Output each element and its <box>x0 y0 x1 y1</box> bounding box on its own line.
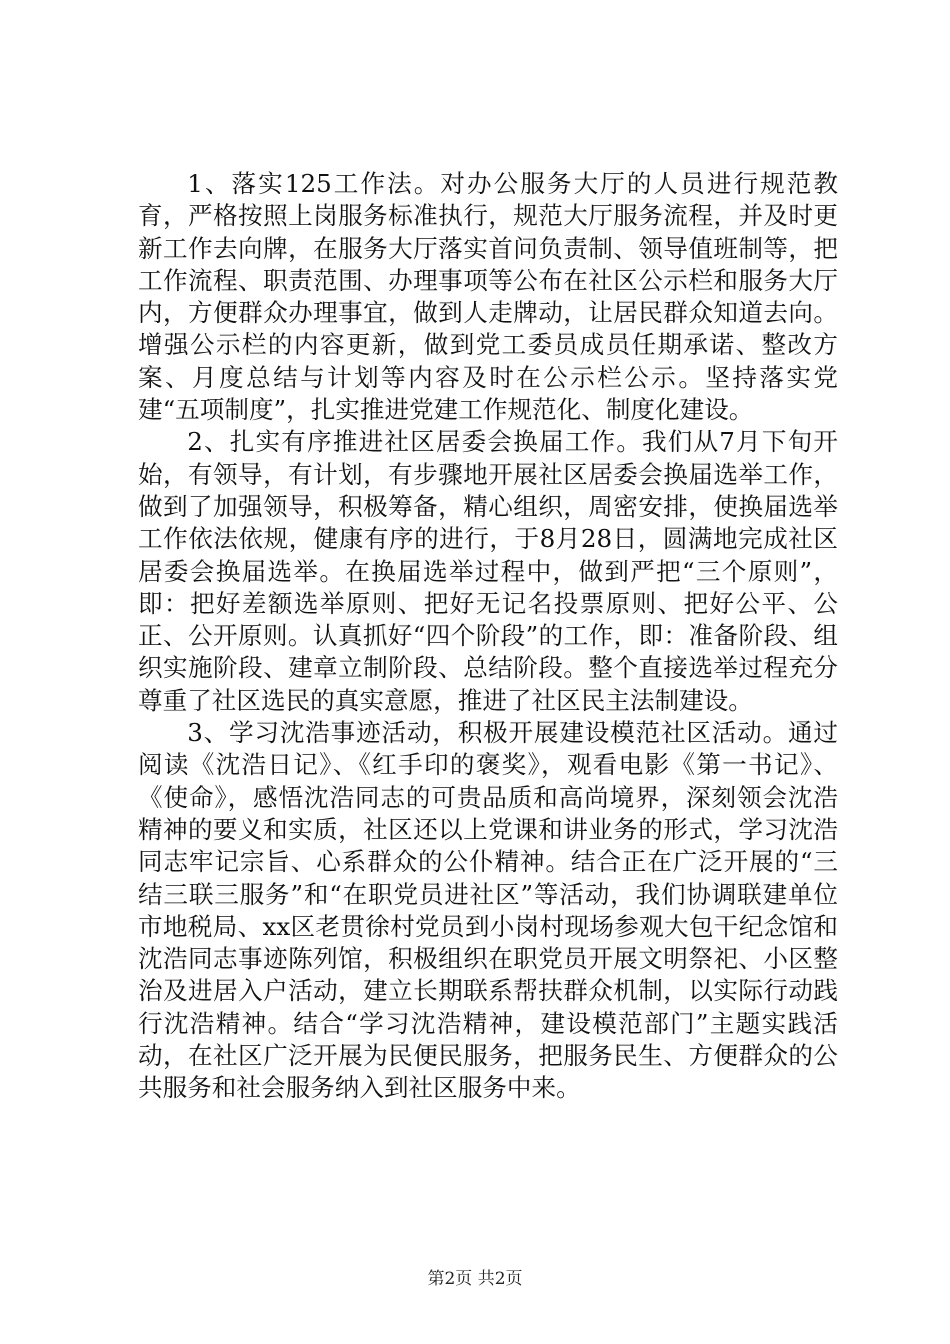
paragraph-3: 3、学习沈浩事迹活动，积极开展建设模范社区活动。通过阅读《沈浩日记》、《红手印的褒奖》，观看电影《第一书记》、《使命》，感悟沈浩同志的可贵品质和高尚境界，深刻领会沈浩精神的要义和实质，社区还以上党课和讲业务的形式，学习沈浩同志牢记宗旨、心系群众的公仆精神。结合正在广泛开展的“三结三联三服务”和“在职党员进社区”等活动，我们协调联建单位市地税局、xx区老贯徐村党员到小岗村现场参观大包干纪念馆和沈浩同志事迹陈列馆，积极组织在职党员开展文明祭祀、小区整治及进居入户活动，建立长期联系帮扶群众机制，以实际行动践行沈浩精神。结合“学习沈浩精神，建设模范部门”主题实践活动，在社区广泛开展为民便民服务，把服务民生、方便群众的公共服务和社会服务纳入到社区服务中来。 <box>138 718 838 1103</box>
document-body <box>138 168 838 1105</box>
paragraph-1: 1、落实125工作法。对办公服务大厅的人员进行规范教育，严格按照上岗服务标准执行，规范大厅服务流程，并及时更新工作去向牌，在服务大厅落实首问负责制、领导值班制等，把工作流程、职责范围、办理事项等公布在社区公示栏和服务大厅内，方便群众办理事宜，做到人走牌动，让居民群众知道去向。增强公示栏的内容更新，做到党工委员成员任期承诺、整改方案、月度总结与计划等内容及时在公示栏公示。坚持落实党建“五项制度”，扎实推进党建工作规范化、制度化建设。 <box>138 169 838 425</box>
paragraph-2: 2、扎实有序推进社区居委会换届工作。我们从7月下旬开始，有领导，有计划，有步骤地开展社区居委会换届选举工作，做到了加强领导，积极筹备，精心组织，周密安排，使换届选举工作依法依规，健康有序的进行，于8月28日，圆满地完成社区居委会换届选举。在换届选举过程中，做到严把“三个原则”，即：把好差额选举原则、把好无记名投票原则、把好公平、公正、公开原则。认真抓好“四个阶段”的工作，即：准备阶段、组织实施阶段、建章立制阶段、总结阶段。整个直接选举过程充分尊重了社区选民的真实意愿，推进了社区民主法制建设。 <box>138 427 838 715</box>
page-footer: 第2页 共2页 <box>427 1269 523 1289</box>
